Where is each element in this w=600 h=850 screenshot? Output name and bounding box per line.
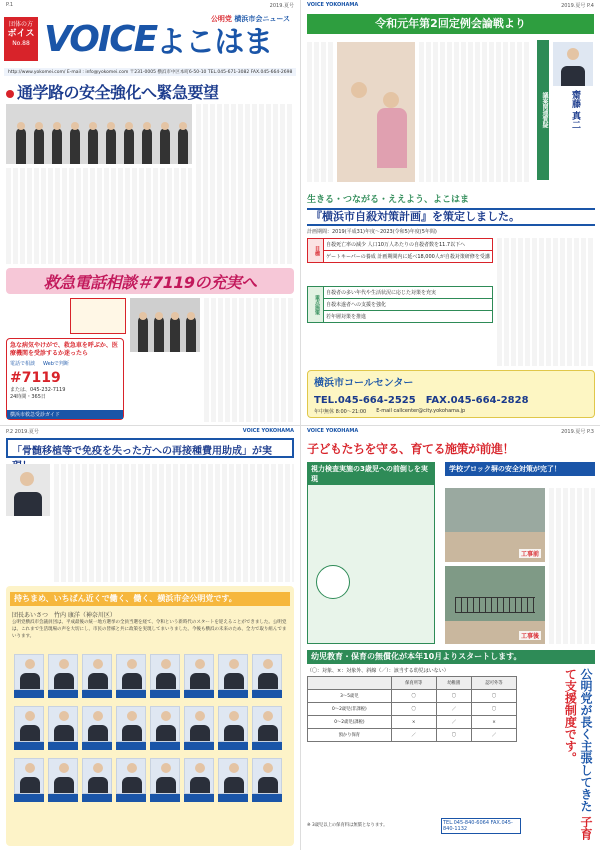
table-row [308,729,517,742]
page-2 [300,0,600,425]
callbox-hours: 24時間・365日 [10,393,46,400]
goal-1: 自殺死亡率の減少 人口10万人あたりの自殺者数を11.7以下へ [324,239,493,251]
key-table [307,286,493,323]
table-cell: 〇 [472,703,517,716]
contact-hours: 年中無休 8:00〜21:00 [314,409,367,415]
callbox-alt: または、045-232-7119 [10,386,66,393]
profile-label: 議案関連質疑 [537,40,549,180]
issue-date: 2019.夏号 [269,3,294,9]
side-text [307,42,335,182]
table-cell: 〇 [472,690,517,703]
table-header: 認可外等 [472,677,517,690]
page-header [301,0,600,10]
headline: 通学路の安全強化へ緊急要望 [6,80,294,103]
photo-before [445,488,545,562]
logo-yokohama: よこはま [156,25,273,60]
meeting-photo [130,298,200,352]
photo-after [445,566,545,644]
page-3 [0,425,300,850]
page-number: P.1 [6,2,14,8]
brand: VOICE YOKOHAMA [242,428,294,434]
issue-date: 2019.夏号 [561,429,586,435]
table-cell: 〇 [436,729,471,742]
key-1: 自殺者の多い年代や生活状況に応じた対策を充実 [324,287,493,299]
key-2: 自殺未遂者への支援を強化 [324,299,493,311]
green-ribbon: 生きる・つながる・ええよう、よこはま [307,195,470,205]
table-cell: 〇 [391,690,436,703]
emergency-callbox [6,338,124,420]
edu-legend: （〇：対象、×：対象外、斜線（／）：該当する幼児はいない） [307,668,449,674]
edu-heading: 幼児教育・保育の無償化が本年10月よりスタートします。 [307,650,595,664]
table-cell: 〇 [436,690,471,703]
table-header: 幼稚園 [436,677,471,690]
edu-contact: TEL.045-840-6064 FAX.045-840-1132 [441,818,521,834]
page-title: 子どもたちを守る、育てる施策が前進！ [307,442,515,456]
issue-date: 2019.夏号 [561,3,586,9]
vision-box [307,484,435,644]
page-header [0,426,300,436]
goal-table [307,238,493,263]
brand: VOICE YOKOHAMA [307,428,359,434]
pink-banner [6,268,294,294]
brand: VOICE YOKOHAMA [307,2,359,8]
table-cell: ／ [436,716,471,729]
article-text-3 [204,298,294,422]
party-sub: 横浜市会ニュース [234,15,290,23]
article-text-2 [6,168,192,264]
page-4 [300,425,600,850]
plan-text [497,238,595,366]
table-cell: ／ [391,729,436,742]
url-line: http://www.yokomei.com/ E-mail : info@yokomei.com 〒231-0005 横浜市中区本町6-50-10 TEL.045-671-3082 FAX.045-664-2698 [4,68,296,76]
page-header [301,426,600,436]
goal-2: ゲートキーパーの養成 計画期間内に延べ18,000人が自殺対策研修を受講 [324,251,493,263]
table-cell: 預かり保育 [308,729,392,742]
table-cell: 0〜2歳児(非課税) [308,703,392,716]
vertical-slogan [523,668,593,844]
table-header [308,677,392,690]
page-1 [0,0,300,425]
masthead [4,10,296,68]
article-text-1 [196,104,294,264]
info-box [70,298,126,334]
contact-title: 横浜市コールセンター [314,378,414,389]
table-cell: ／ [436,703,471,716]
table-row [308,690,517,703]
speaker-photo [6,464,50,516]
badge-line1: 団体の方 [8,21,33,28]
photo-tag-after: 工事後 [520,633,539,640]
table-header: 保育所等 [391,677,436,690]
table-cell: 0〜2歳児(課税) [308,716,392,729]
table-cell: × [472,716,517,729]
plan-period: 計画期間：2019(平成31)年度〜2023(令和5)年度(5年間) [307,229,437,235]
contact-fax: FAX.045-664-2828 [425,395,529,406]
key-3: 若年層対策を推進 [324,311,493,323]
slogan-line2: 子育て支援制度です。 [563,668,593,841]
table-cell: × [391,716,436,729]
article-text [54,464,294,582]
portrait-photo [553,42,593,86]
callbox-label: 電話で相談 [10,360,36,367]
plan-heading: 『横浜市自殺対策計画』を策定しました。 [307,208,595,226]
contact-tel: TEL.045-664-2525 [314,395,416,406]
group-photo [6,104,192,164]
table-row [308,716,517,729]
page-title: 令和元年第2回定例会論戦より [307,14,594,34]
issue-date: 2019.夏号 [14,429,39,435]
table-cell: ／ [472,729,517,742]
profile-name: 齋藤 真二 [570,90,580,130]
table-row [308,703,517,716]
key-label: 重点施策 [308,287,324,323]
badge-no: No.88 [12,40,30,48]
table-cell: 〇 [391,703,436,716]
page-number: P.2 [6,429,14,435]
table-cell: 3〜5歳児 [308,690,392,703]
page-header [0,0,300,10]
page-number: P.4 [586,3,594,9]
issue-badge [4,17,38,61]
slogan-line1: 公明党が長く主張してきた [579,668,593,812]
contact-email: E-mail callcenter@city.yokohama.jp [376,408,466,414]
sub-heading-right: 学校ブロック塀の安全対策が完了！ [445,462,595,476]
eye-chart-icon [316,565,350,599]
party-label [211,14,290,24]
members-title: 持ちまめ、いちばん近くで働く、働く、横浜市会公明党です。 [10,592,290,606]
sub-heading-left: 視力検査実施の3歳児への前倒しを実現 [307,462,435,486]
goal-label: 目標 [308,239,324,263]
badge-line2: ボイス [7,28,35,39]
callbox-web: Webで判断 [43,360,69,367]
callbox-number: #7119 [10,369,61,386]
article-text [549,488,595,644]
page-title: 「骨髄移植等で免疫を失った方への再接種費用助成」が実 [6,438,294,458]
contact-box [307,370,595,418]
callbox-foot: 横浜市救急受診ガイド [7,410,123,419]
edu-table [307,676,517,742]
logo-voice: VOICE [44,18,157,60]
care-photo [337,42,415,182]
members-body: 公明党横浜市会議員団は、平成最後の統一地方選挙の全員当選を経て、令和という新時代のスタートを迎えることができました。公明党は、これまで生活現場の声を大切にし、市民の皆様と共に政策を実現してまいりました。今後も横浜の未来のため、全力で取り組んでまいります。 [12,620,287,639]
photo-tag-before: 工事前 [520,551,539,558]
article-text [419,42,531,182]
page-number: P.3 [586,429,594,435]
edu-footnote: ※ 3歳児以上の保育料は無償となります。 [307,823,388,828]
members-greeting: 団長あいさつ 竹内 康洋（神奈川区） [12,612,116,619]
party-name: 公明党 [210,15,232,23]
pink-banner-text: 救急電話相談＃7119の充実へ [43,272,257,292]
callbox-title: 急な病気やけがで、救急車を呼ぶか、医療機関を受診するか迷ったら [10,342,118,357]
